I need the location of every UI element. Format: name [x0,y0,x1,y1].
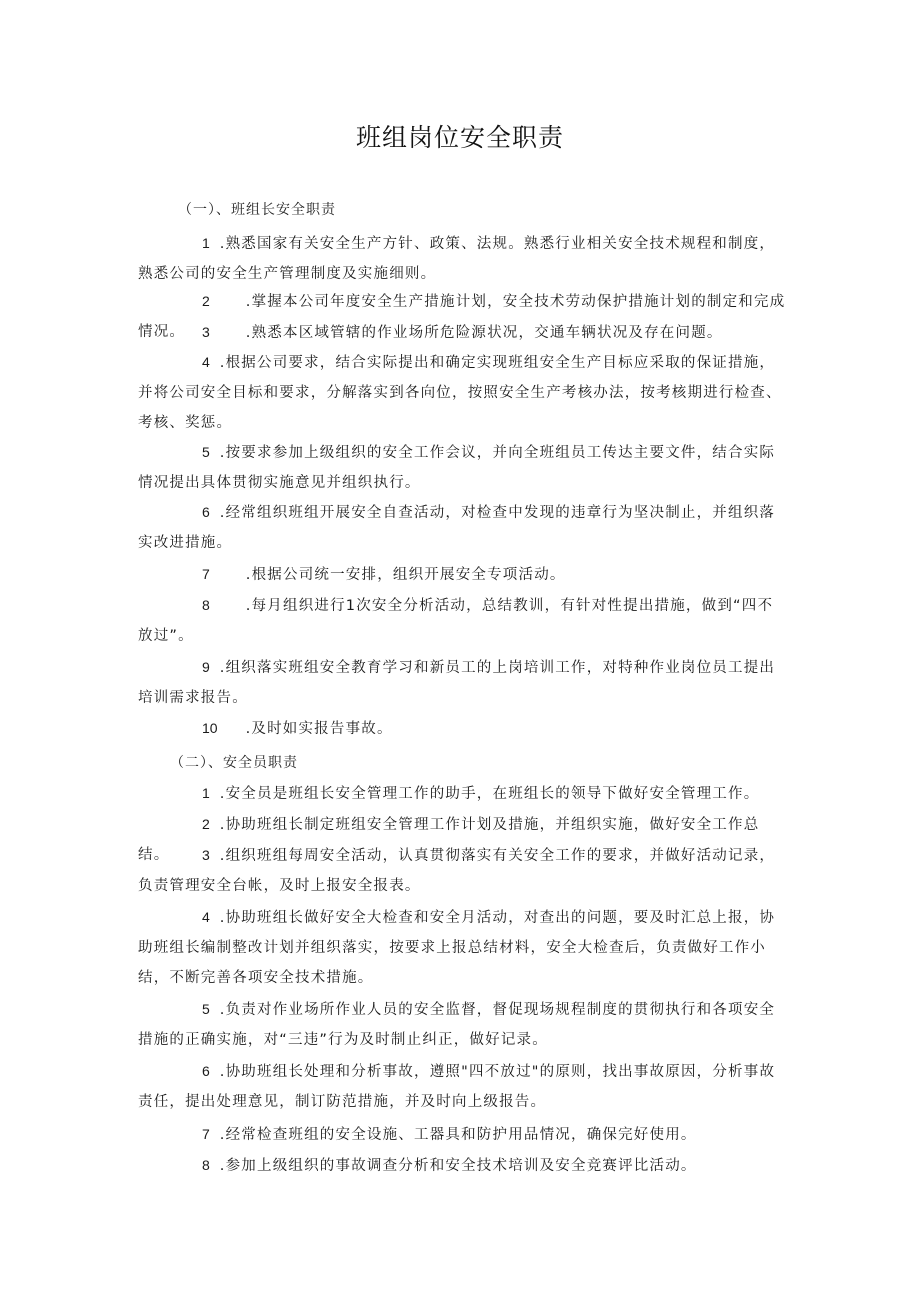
list-item [138,347,788,438]
item-text: .按要求参加上级组织的安全工作会议，并向全班组员工传达主要文件，结合实际情况提出具体贯彻实施意见并组织执行。 [138,445,776,491]
item-number: 6 [202,504,210,520]
section-heading-1: （一）、班组长安全职责 [178,202,336,218]
list-item [138,713,788,744]
item-text: .掌握本公司年度安全生产措施计划，安全技术劳动保护措施计划的制定和完成情况。 [138,294,786,340]
list-item [138,652,788,713]
item-text: .组织落实班组安全教育学习和新员工的上岗培训工作，对特种作业岗位员工提出培训需求报告。 [138,660,776,706]
item-number: 2 [202,816,210,832]
list-item [138,1119,788,1150]
item-number: 8 [202,1157,210,1173]
list-item [138,497,788,558]
list-item [138,778,788,809]
item-text: .经常组织班组开展安全自查活动，对检查中发现的违章行为坚决制止，并组织落实改进措施。 [138,505,776,551]
item-text: .协助班组长做好安全大检查和安全月活动，对查出的问题，要及时汇总上报，协助班组长编制整改计划并组织落实，按要求上报总结材料，安全大检查后，负责做好工作小结，不断完善各项安全技术措施。 [138,910,776,986]
item-number: 3 [202,847,210,863]
item-text: .负责对作业场所作业人员的安全监督，督促现场规程制度的贯彻执行和各项安全措施的正确实施，对“三违”行为及时制止纠正，做好记录。 [138,1002,776,1048]
item-number: 1 [202,785,210,801]
list-item [138,994,788,1055]
list-item [138,590,788,651]
item-text: .根据公司要求，结合实际提出和确定实现班组安全生产目标应采取的保证措施，并将公司安全目标和要求，分解落实到各向位，按照安全生产考核办法，按考核期进行检查、考核、奖惩。 [138,355,782,431]
item-number: 7 [202,566,210,582]
item-text: .协助班组长处理和分析事故，遵照"四不放过"的原则，找出事故原因，分析事故责任，提出处理意见，制订防范措施，并及时向上级报告。 [138,1064,776,1110]
list-item [138,317,788,348]
item-text: .经常检查班组的安全设施、工器具和防护用品情况，确保完好使用。 [219,1127,697,1143]
item-text: .根据公司统一安排，组织开展安全专项活动。 [245,567,566,583]
item-number: 6 [202,1063,210,1079]
list-item [138,1150,788,1181]
list-item [138,437,788,498]
list-item [138,902,788,993]
list-item [138,840,788,901]
item-number: 4 [202,909,210,925]
item-number: 8 [202,597,210,613]
item-text: .组织班组每周安全活动，认真贯彻落实有关安全工作的要求，并做好活动记录，负责管理安全台帐，及时上报安全报表。 [138,848,776,894]
item-text: .参加上级组织的事故调查分析和安全技术培训及安全竞赛评比活动。 [219,1158,697,1174]
item-text: .每月组织进行1次安全分析活动，总结教训，有针对性提出措施，做到“四不放过”。 [138,598,774,644]
item-number: 3 [202,324,210,340]
item-number: 5 [202,1001,210,1017]
item-number: 2 [202,293,210,309]
item-text: .熟悉国家有关安全生产方针、政策、法规。熟悉行业相关安全技术规程和制度，熟悉公司的安全生产管理制度及实施细则。 [138,236,776,282]
list-item [138,1056,788,1117]
item-number: 7 [202,1126,210,1142]
item-number: 1 [202,235,210,251]
item-number: 5 [202,444,210,460]
item-text: .熟悉本区域管辖的作业场所危险源状况，交通车辆状况及存在问题。 [245,325,723,341]
item-text: .安全员是班组长安全管理工作的助手，在班组长的领导下做好安全管理工作。 [219,786,760,802]
list-item [138,228,788,289]
list-item [138,559,788,590]
item-text: .协助班组长制定班组安全管理工作计划及措施，并组织实施，做好安全工作总结。 [138,817,760,863]
item-number: 4 [202,354,210,370]
page-title: 班组岗位安全职责 [355,123,564,152]
item-number: 9 [202,659,210,675]
section-heading-2: （二）、安全员职责 [170,755,298,771]
item-text: .及时如实报告事故。 [245,721,393,737]
item-number: 10 [202,720,218,736]
